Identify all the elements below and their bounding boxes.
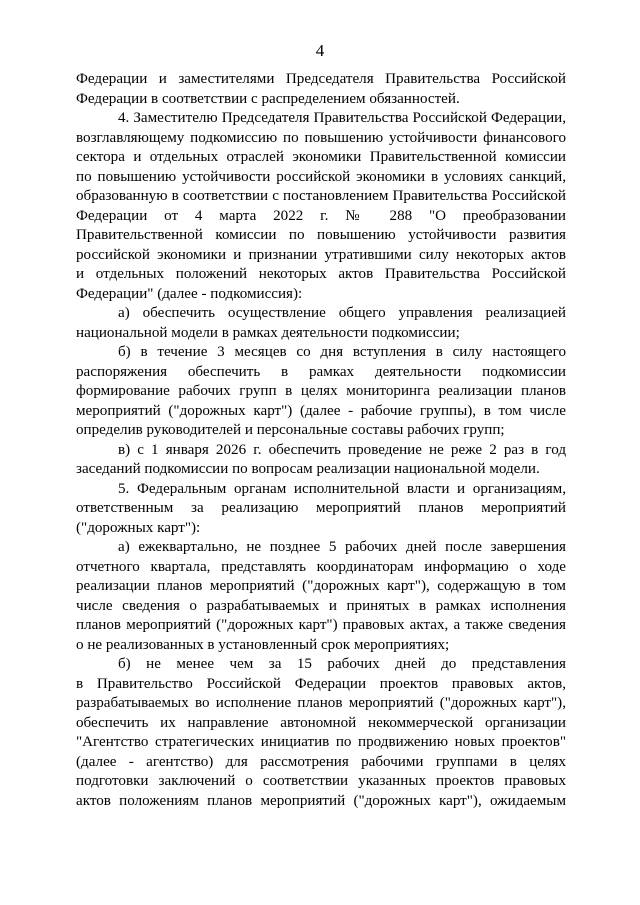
text-line: по повышению устойчивости российской экономики в условиях санкций, (76, 168, 566, 185)
paragraph-item-5b (76, 655, 566, 811)
text-line: российской экономики и признании утратившими силу некоторых актов (76, 246, 566, 263)
text-line: Федерации в соответствии с распределением обязанностей. (76, 90, 460, 107)
text-line: образованную в соответствии с постановлением Правительства Российской (76, 188, 566, 204)
text-line: б) не менее чем за 15 рабочих дней до представления (118, 656, 566, 672)
text-line: 5. Федеральным органам исполнительной власти и организациям, (118, 480, 566, 497)
text-line: а) обеспечить осуществление общего управления реализацией (118, 305, 566, 321)
text-line: заседаний подкомиссии по вопросам реализации национальной модели. (76, 461, 540, 477)
text-line: формирование рабочих групп в целях мониторинга реализации планов (76, 383, 566, 399)
paragraph-item-5a (76, 538, 566, 655)
text-line: б) в течение 3 месяцев со дня вступления в силу настоящего (118, 344, 566, 360)
text-line: актов положениям планов мероприятий ("дорожных карт"), ожидаемым (76, 792, 566, 809)
text-line: отчетного квартала, представлять координаторам информацию о ходе (76, 558, 566, 575)
text-line: сектора и отдельных отраслей экономики Правительственной комиссии (76, 149, 566, 165)
text-line: 4. Заместителю Председателя Правительства Российской Федерации, (118, 110, 566, 126)
paragraph-item-4b (76, 343, 566, 441)
text-line: (далее - агентство) для рассмотрения рабочими группами в целях (76, 753, 566, 770)
text-line: национальной модели в рамках деятельности подкомиссии; (76, 324, 460, 341)
text-line: а) ежеквартально, не позднее 5 рабочих дней после завершения (118, 539, 566, 555)
text-line: реализации планов мероприятий ("дорожных карт"), содержащую в том (76, 578, 566, 594)
text-line: Правительственной комиссии по повышению устойчивости развития (76, 227, 566, 243)
paragraph-item-5 (76, 480, 566, 539)
text-line: планов мероприятий ("дорожных карт") правовых актах, а также сведения (76, 617, 566, 633)
paragraph-continuation (76, 70, 566, 109)
text-line: подготовки заключений о соответствии указанных проектов правовых (76, 773, 566, 789)
text-line: Федерации" (далее - подкомиссия): (76, 285, 303, 302)
text-line: о не реализованных в установленный срок мероприятиях; (76, 636, 450, 653)
text-line: в Правительство Российской Федерации проектов правовых актов, (76, 675, 566, 692)
text-line: определив руководителей и персональные составы рабочих групп; (76, 422, 505, 438)
paragraph-item-4c (76, 441, 566, 480)
page-number: 4 (315, 41, 325, 60)
text-line: в) с 1 января 2026 г. обеспечить проведение не реже 2 раз в год (118, 441, 566, 458)
text-line: и отдельных положений некоторых актов Правительства Российской (76, 266, 566, 282)
text-line: Федерации от 4 марта 2022 г. № 288 "О преобразовании (76, 207, 566, 224)
text-line: числе сведения о разрабатываемых и принятых в рамках исполнения (76, 597, 566, 614)
text-line: обеспечить их направление автономной некоммерческой организации (76, 714, 566, 731)
paragraph-item-4 (76, 109, 566, 304)
text-line: "Агентство стратегических инициатив по продвижению новых проектов" (76, 734, 566, 750)
text-line: возглавляющему подкомиссию по повышению устойчивости финансового (76, 129, 566, 146)
text-line: распоряжения обеспечить в рамках деятельности подкомиссии (76, 363, 566, 380)
paragraph-item-4a (76, 304, 566, 343)
text-line: мероприятий ("дорожных карт") (далее - рабочие группы), в том числе (76, 402, 566, 419)
text-line: Федерации и заместителями Председателя Правительства Российской (76, 71, 566, 87)
text-line: ответственным за реализацию мероприятий планов мероприятий (76, 500, 566, 516)
document-body (76, 70, 566, 811)
text-line: ("дорожных карт"): (76, 519, 201, 536)
text-line: разрабатываемых во исполнение планов мероприятий ("дорожных карт"), (76, 695, 566, 711)
